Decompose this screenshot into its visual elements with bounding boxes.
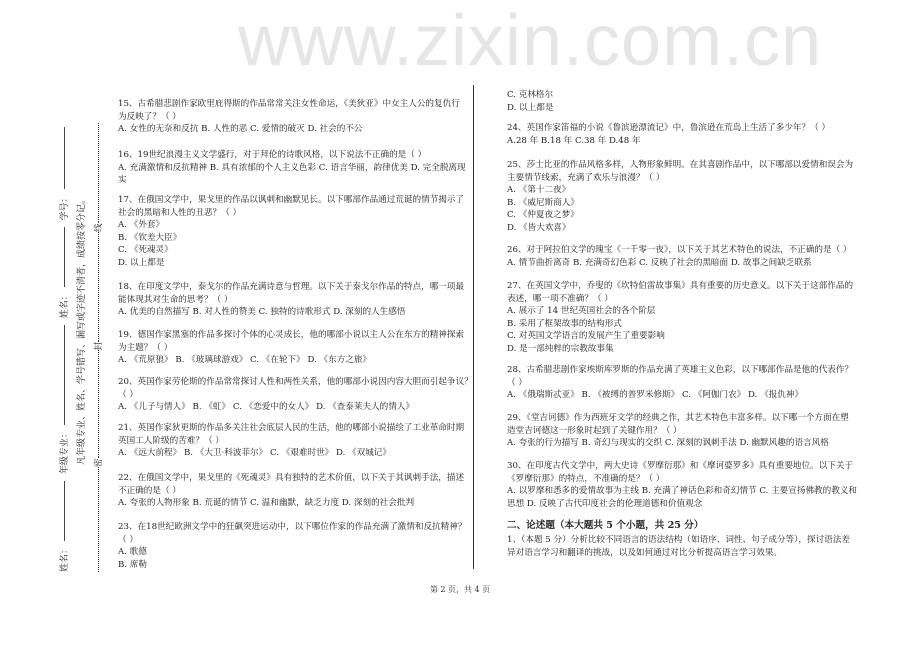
essay-question: [507, 534, 850, 559]
question-block: [118, 329, 464, 367]
question-text: 16、19世纪浪漫主义文学盛行，对于拜伦的诗歌风格，以下说法不正确的是（ ）: [118, 150, 427, 160]
watermark: www.zixin.com.cn: [238, 1, 823, 81]
seal-mark-feng: 封: [94, 341, 104, 351]
question-block: [118, 521, 466, 571]
question-line: 表述，哪一项不准确？（ ）: [507, 293, 613, 304]
question-line: A.28 年 B.18 年 C.38 年 D.48 年: [507, 135, 641, 146]
section-heading: 二、论述题（本大题共 5 个小题，共 25 分）: [507, 520, 704, 531]
question-block: [118, 149, 466, 187]
name-blank: [64, 481, 65, 541]
question-line: B. 《威尼斯商人》: [507, 197, 579, 208]
question-block: [118, 472, 464, 510]
question-line: D. 以上都是: [507, 102, 554, 113]
question-line: A. 《外套》: [118, 220, 165, 230]
grade-major-label: 年级专业：: [60, 429, 70, 475]
question-text: 22、在俄国文学中，果戈里的《死魂灵》具有独特的艺术价值，以下关于其讽刺手法，描述: [118, 473, 465, 483]
question-line: 为反映了？（ ）: [118, 111, 181, 122]
question-line: 造堂吉诃德这一形象时起到了关键作用？（ ）: [507, 425, 682, 436]
question-line: A. 展示了 14 世纪英国社会的各个阶层: [507, 306, 656, 316]
question-line: （ ）: [118, 534, 138, 545]
question-line: A. 女性的无奈和反抗 B. 人性的恶 C. 爱情的破灭 D. 社会的不公: [118, 124, 363, 134]
question-line: A. 夸张的行为描写 B. 奇幻与现实的交织 C. 深刻的讽刺手法 D. 幽默风趣的语言风格: [507, 438, 829, 448]
question-block: [118, 281, 464, 319]
question-line: 英国工人阶级的苦难？（ ）: [118, 435, 224, 446]
grade-major-blank: [64, 325, 65, 425]
question-line: 为主题？（ ）: [118, 342, 173, 353]
question-line: A. 优美的自然描写 B. 对人性的赞美 C. 独特的诗歌形式 D. 深刻的人生感悟: [118, 307, 406, 317]
question-text: 17、在俄国文学中，果戈里的作品以讽刺和幽默见长。以下哪部作品通过荒诞的情节揭示了: [118, 195, 465, 205]
essay-line: 异对语言学习和翻译的挑战，以及如何通过对比分析提高语言学习效果。: [507, 547, 783, 558]
student-id-blank: [64, 127, 65, 189]
question-line: （ ）: [507, 377, 527, 388]
question-line: C. 对英国文学语言的发展产生了重要影响: [507, 331, 665, 341]
question-text: 19、德国作家黑塞的作品多探讨个体的心灵成长，他的哪部小说以主人公在东方的精神探索: [118, 330, 465, 340]
question-line: 不正确的是（ ）: [118, 485, 181, 496]
question-line: A. 以罗摩和悉多的爱情故事为主线 B. 充满了神话色彩和奇幻情节 C. 主要宣扬佛教的教义和: [507, 486, 858, 496]
name-label: 姓名：: [60, 544, 70, 572]
question-text: 25、莎士比亚的作品风格多样，人物形象鲜明。在其喜剧作品中，以下哪部以爱情和误会为: [507, 160, 854, 170]
question-text: 15、古希腊悲剧作家欧里庇得斯的作品常常关注女性命运，《美狄亚》中女主人公的复仇行: [118, 99, 460, 109]
question-line: B. 《钦差大臣》: [118, 232, 182, 243]
question-block: [118, 98, 460, 136]
question-block: [118, 194, 464, 269]
name-blank-2: [64, 227, 65, 287]
question-block: [507, 244, 852, 269]
question-text: 27、在英国文学中，乔叟的《坎特伯雷故事集》具有重要的历史意义。以下关于这部作品的: [507, 281, 854, 291]
question-line: 能体现其对生命的思考？（ ）: [118, 294, 233, 305]
question-line: D. 《皆大欢喜》: [507, 222, 571, 233]
question-text: 29、《堂吉诃德》作为西班牙文学的经典之作，其艺术特色丰富多样。以下哪一个方面在塑: [507, 413, 849, 423]
question-line: A. 《第十二夜》: [507, 185, 571, 195]
question-block: [507, 460, 857, 510]
seal-line: [94, 123, 105, 572]
question-block: [507, 159, 853, 234]
question-line: 思想 D. 反映了古代印度社会的伦理道德和价值观念: [507, 498, 703, 509]
binding-notice: 凡年级专业、姓名、学号错写、漏写或字迹不清者，成绩按零分记。: [77, 194, 87, 465]
question-line: B. 采用了框架故事的结构形式: [507, 318, 622, 329]
question-line: A. 《俄瑞斯忒亚》 B. 《被缚的普罗米修斯》 C. 《阿伽门农》 D. 《报仇神》: [507, 390, 804, 400]
question-block: [507, 412, 849, 450]
question-line: 实: [118, 175, 127, 185]
question-text: 21、英国作家狄更斯的作品多关注社会底层人民的生活，他的哪部小说描绘了工业革命时期: [118, 423, 465, 433]
question-block: [507, 364, 853, 402]
question-line: D. 以上都是: [118, 257, 165, 268]
question-line: D. 是一部纯粹的宗教故事集: [507, 343, 614, 354]
column-divider: [473, 85, 474, 569]
question-line: 主要情节线索，充满了欢乐与浪漫？（ ）: [507, 172, 665, 183]
question-line: C. 《仲夏夜之梦》: [507, 210, 579, 220]
question-block: [507, 122, 830, 147]
question-line: A. 情节曲折离奇 B. 充满奇幻色彩 C. 反映了社会的黑暗面 D. 故事之间缺乏联系: [507, 257, 812, 268]
question-text: 23、在18世纪欧洲文学中的狂飙突进运动中，以下哪位作家的作品充满了激情和反抗精神？: [118, 522, 467, 532]
question-line: A. 夸张的人物形象 B. 荒诞的情节 C. 温和幽默，缺乏力度 D. 深刻的社会批判: [118, 498, 415, 508]
question-line: B. 席勒: [118, 559, 147, 570]
name-label-2: 姓名：: [60, 291, 70, 319]
question-block: [507, 280, 853, 355]
question-line: A. 《儿子与情人》 B. 《虹》 C. 《恋爱中的女人》 D. 《查泰莱夫人的情人》: [118, 402, 415, 412]
question-block: [118, 376, 473, 414]
question-line: A. 充满激情和反抗精神 B. 具有浓郁的个人主义色彩 C. 语言华丽，韵律优美 D. 完全脱离现: [118, 162, 466, 173]
question-line: 《罗摩衍那》的特点，不准确的是？（ ）: [507, 473, 665, 484]
student-id-label: 学号：: [60, 193, 70, 221]
seal-mark-xian: 线: [94, 223, 104, 232]
question-line: 社会的黑暗和人性的丑恶？（ ）: [118, 207, 242, 218]
question-line: C. 《死魂灵》: [118, 245, 173, 255]
question-text: C. 克林格尔: [507, 90, 554, 100]
question-line: （ ）: [118, 389, 138, 400]
question-text: 26、对于阿拉伯文学的瑰宝《一千零一夜》，以下关于其艺术特色的说法，不正确的是（ ）: [507, 245, 852, 255]
page-number: 第 2 页，共 4 页: [429, 585, 491, 594]
question-text: 18、在印度文学中，泰戈尔的作品充满诗意与哲理。以下关于泰戈尔作品的特点，哪一项最: [118, 282, 465, 292]
question-line: A. 《远大前程》 B. 《大卫·科波菲尔》 C. 《艰难时世》 D. 《双城记》: [118, 448, 391, 458]
question-block: [118, 422, 464, 460]
question-text: 20、英国作家劳伦斯的作品常常探讨人性和两性关系，他的哪部小说因内容大胆而引起争议？: [118, 377, 473, 387]
essay-line: 1、（本题 5 分）分析比较不同语言的语法结构（如语序、词性、句子成分等），探讨语法差: [507, 535, 850, 545]
question-text: 24、英国作家笛福的小说《鲁滨逊漂流记》中，鲁滨逊在荒岛上生活了多少年？（ ）: [507, 123, 831, 133]
student-info-fields: [60, 123, 71, 572]
question-text: 28、古希腊悲剧作家埃斯库罗斯的作品充满了英雄主义色彩，以下哪部作品是他的代表作？: [507, 365, 854, 375]
question-text: 30、在印度古代文学中，两大史诗《罗摩衍那》和《摩诃婆罗多》具有重要地位。以下关于: [507, 461, 854, 471]
question-line: A. 歌德: [118, 547, 147, 557]
seal-mark-mi: 密: [94, 458, 104, 467]
question-block: [507, 89, 553, 114]
question-line: A. 《荒原狼》 B. 《玻璃球游戏》 C. 《在轮下》 D. 《东方之旅》: [118, 355, 372, 365]
